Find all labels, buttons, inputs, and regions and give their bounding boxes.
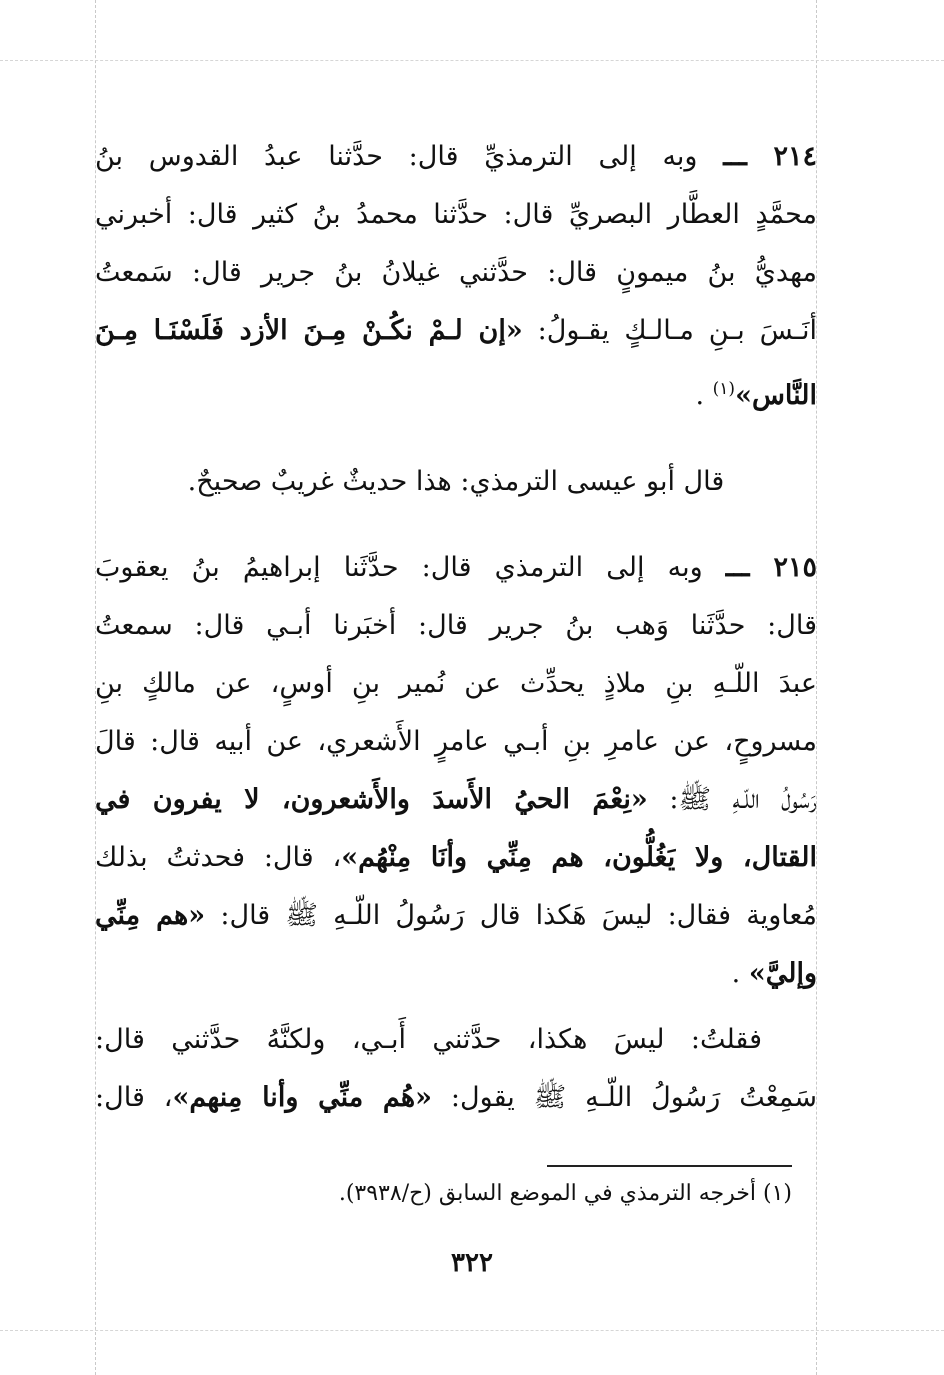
hadith-215: [95, 539, 817, 1003]
page-body: [95, 128, 817, 1127]
continuation-line-2: سَمِعْتُ رَسُولُ اللّـهِ ﷺ يقول: «هُم منِّي وأنا مِنهم»، قال:: [95, 1082, 817, 1113]
hadith-number: ٢١٥ ـــ: [725, 552, 817, 583]
hadith-215-line-8: وإليَّ» .: [731, 958, 817, 989]
hadith-214-line-2: محمَّدٍ العطَّار البصريِّ قال: حدَّثنا محمدُ بنُ كثير قال: أخبرني: [95, 199, 817, 230]
hadith-215-line-1: ٢١٥ ـــ وبه إلى الترمذي قال: حدَّثَنا إبراهيمُ بنُ يعقوبَ: [95, 552, 817, 583]
hadith-215-line-2: قال: حدَّثَنا وَهب بنُ جرير قال: أخبَرنا أبـي قال: سمعتُ: [95, 610, 817, 641]
crop-guide-bottom: [0, 1330, 944, 1331]
continuation: [95, 1011, 817, 1127]
hadith-214-line-4: أنَـسَ بـنِ مـالـكٍ يقـولُ: «إن لـمْ نكُـنْ مِـنَ الأزد فَلَسْنَـا مِـنَ: [95, 315, 817, 346]
hadith-215-line-4: مسروحٍ، عن عامرِ بنِ أبـي عامرٍ الأَشعري، عن أبيه قال: قالَ: [95, 726, 817, 757]
hadith-number: ٢١٤ ـــ: [723, 141, 817, 172]
footnote-divider: [547, 1165, 792, 1167]
hadith-214: [95, 128, 817, 425]
hadith-215-line-7: مُعاوية فقال: ليسَ هَكذا قال رَسُولُ اللّـهِ ﷺ قال: «هم مِنِّي: [95, 900, 817, 931]
hadith-215-line-5: رَسُولُ اللّـهِ ﷺ: «نِعْمَ الحيُ الأَسدَ والأَشعرون، لا يفرون في: [95, 784, 817, 815]
hadith-214-line-5: النَّاس»$^{(١)}$ .: [695, 379, 817, 411]
continuation-line-1: فقلتُ: ليسَ هكذا، حدَّثني أَبـي، ولكنَّهُ حدَّثني قال:: [95, 1024, 762, 1055]
hadith-214-line-1: ٢١٤ ـــ وبه إلى الترمذيِّ قال: حدَّثنا عبدُ القدوس بنُ: [95, 141, 817, 172]
hadith-214-line-3: مهديُّ بنُ ميمونٍ قال: حدَّثني غيلانُ بنُ جرير قال: سَمعتُ: [95, 257, 817, 288]
hadith-215-line-3: عبدَ اللّـهِ بنِ ملاذٍ يحدِّث عن نُمير بنِ أوسٍ، عن مالكٍ بنِ: [95, 668, 817, 699]
footnote: (١) أخرجه الترمذي في الموضع السابق (ح/٣٩٣٨).: [338, 1181, 792, 1206]
footnote-ref: (١): [712, 379, 736, 399]
crop-guide-top: [0, 60, 944, 61]
grading-note: قال أبو عيسى الترمذي: هذا حديثٌ غريبٌ صحيحٌ.: [187, 466, 725, 497]
page-number: ٣٢٢: [451, 1248, 493, 1278]
hadith-215-line-6: القتال، ولا يَغُلُّون، هم مِنِّي وأنَا مِنْهُم»، قال: فحدثتُ بذلك: [95, 842, 818, 873]
